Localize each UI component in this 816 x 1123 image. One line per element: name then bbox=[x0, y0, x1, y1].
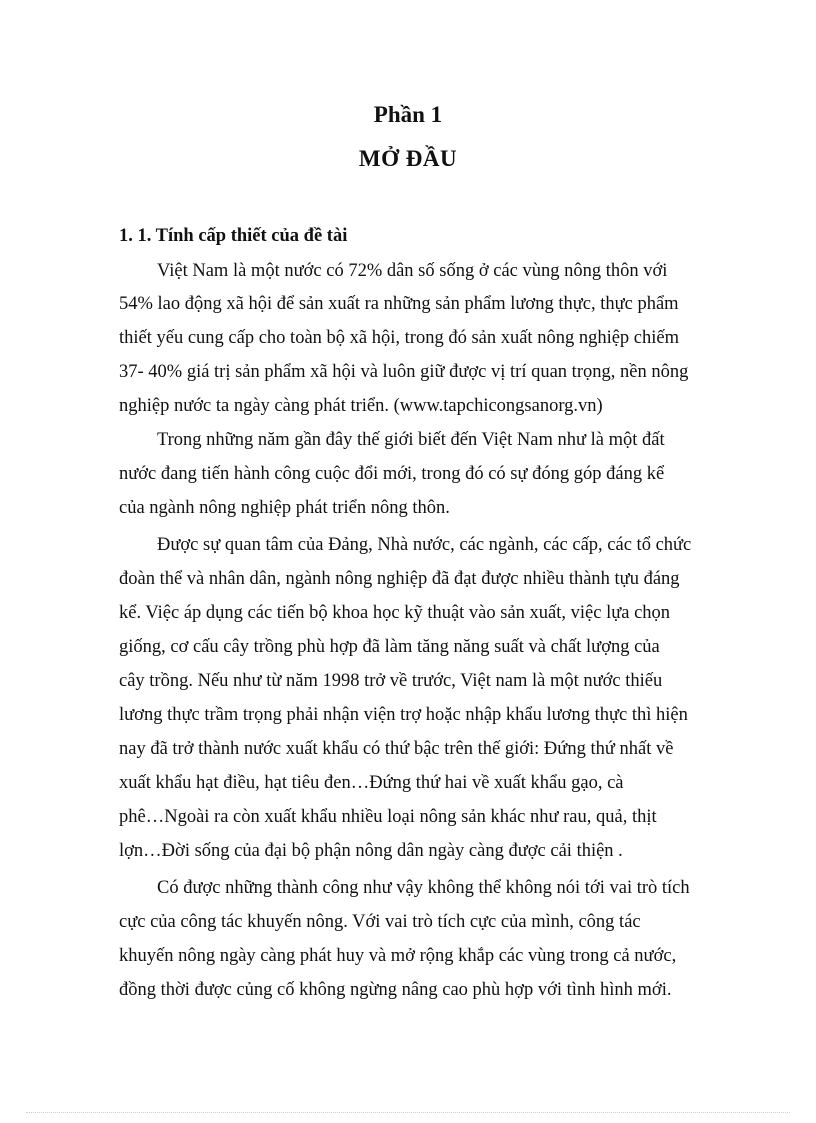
body-line: phê…Ngoài ra còn xuất khẩu nhiều loại nông sản khác như rau, quả, thịt bbox=[119, 807, 657, 827]
body-line: kể. Việc áp dụng các tiến bộ khoa học kỹ thuật vào sản xuất, việc lựa chọn bbox=[119, 603, 671, 623]
body-line: Có được những thành công như vậy không thể không nói tới vai trò tích bbox=[157, 878, 690, 898]
body-line: cực của công tác khuyến nông. Với vai trò tích cực của mình, công tác bbox=[119, 912, 641, 932]
body-line: đoàn thể và nhân dân, ngành nông nghiệp đã đạt được nhiều thành tựu đáng bbox=[119, 569, 680, 589]
body-line: 37- 40% giá trị sản phẩm xã hội và luôn giữ được vị trí quan trọng, nền nông bbox=[119, 362, 689, 382]
body-line: giống, cơ cấu cây trồng phù hợp đã làm tăng năng suất và chất lượng của bbox=[119, 637, 660, 657]
body-line: 54% lao động xã hội để sản xuất ra những sản phẩm lương thực, thực phẩm bbox=[119, 294, 679, 314]
body-line: cây trồng. Nếu như từ năm 1998 trở về trước, Việt nam là một nước thiếu bbox=[119, 671, 663, 691]
body-line: lương thực trầm trọng phải nhận viện trợ hoặc nhập khẩu lương thực thì hiện bbox=[119, 705, 688, 725]
body-line: Được sự quan tâm của Đảng, Nhà nước, các ngành, các cấp, các tổ chức bbox=[157, 535, 692, 555]
footer-divider bbox=[26, 1112, 790, 1113]
body-line: đồng thời được củng cố không ngừng nâng cao phù hợp với tình hình mới. bbox=[119, 980, 672, 1000]
section-heading: 1. 1. Tính cấp thiết của đề tài bbox=[119, 226, 348, 246]
body-line: lợn…Đời sống của đại bộ phận nông dân ngày càng được cải thiện . bbox=[119, 841, 623, 861]
body-line: xuất khẩu hạt điều, hạt tiêu đen…Đứng thứ hai về xuất khẩu gạo, cà bbox=[119, 773, 624, 793]
body-line: nghiệp nước ta ngày càng phát triển. (www.tapchicongsanorg.vn) bbox=[119, 396, 603, 416]
body-line: của ngành nông nghiệp phát triển nông thôn. bbox=[119, 498, 450, 518]
body-line: nước đang tiến hành công cuộc đổi mới, trong đó có sự đóng góp đáng kể bbox=[119, 464, 665, 484]
body-line: Việt Nam là một nước có 72% dân số sống ở các vùng nông thôn với bbox=[157, 261, 668, 281]
part-title: Phần 1 bbox=[373, 102, 443, 127]
body-line: Trong những năm gần đây thế giới biết đến Việt Nam như là một đất bbox=[157, 430, 665, 450]
body-line: thiết yếu cung cấp cho toàn bộ xã hội, trong đó sản xuất nông nghiệp chiếm bbox=[119, 328, 680, 348]
chapter-title: MỞ ĐẦU bbox=[358, 146, 458, 171]
body-line: khuyến nông ngày càng phát huy và mở rộng khắp các vùng trong cả nước, bbox=[119, 946, 677, 966]
body-line: nay đã trở thành nước xuất khẩu có thứ bậc trên thế giới: Đứng thứ nhất về bbox=[119, 739, 674, 759]
